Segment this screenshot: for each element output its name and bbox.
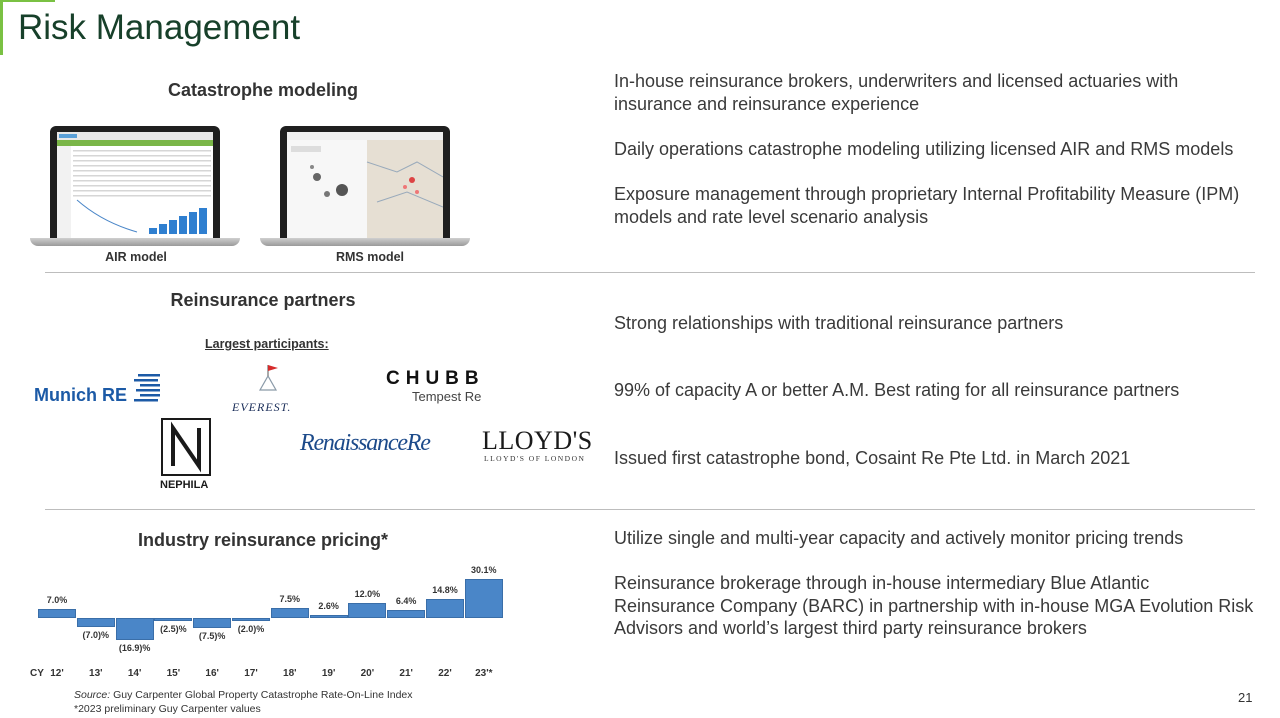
chart-axis-prefix: CY (30, 668, 44, 679)
page-number: 21 (1238, 690, 1253, 705)
chart-data-label: 14.8% (432, 585, 458, 596)
nephila-wordmark: NEPHILA (160, 479, 209, 491)
chart-data-label: 2.6% (318, 600, 339, 611)
cat-bullet-3: Exposure management through proprietary Internal Profitability Measure (IPM) models and rate level scenario analysis (614, 184, 1240, 227)
cat-bullet-1: In-house reinsurance brokers, underwriters and licensed actuaries with insurance and reinsurance experience (614, 71, 1179, 114)
pricing-bullet-1: Utilize single and multi-year capacity and actively monitor pricing trends (614, 528, 1184, 548)
pricing-heading: Industry reinsurance pricing* (137, 530, 389, 550)
air-model-caption: AIR model (105, 250, 167, 264)
chart-bar (232, 618, 270, 621)
chubb-tempest-re: Tempest Re (412, 389, 482, 404)
everest-wordmark: EVEREST. (232, 400, 292, 414)
chart-data-label: (2.0)% (237, 623, 265, 634)
section-divider-2 (45, 509, 1255, 510)
lloyds-logo (482, 426, 594, 466)
lloyds-of-london: LLOYD'S OF LONDON (484, 454, 586, 463)
chart-bar (154, 618, 192, 621)
chart-category-label: 17' (244, 668, 258, 679)
chart-category-label: 14' (127, 668, 142, 679)
title-accent-bar (0, 0, 3, 55)
chart-bar (38, 609, 76, 618)
renaissancere-wordmark: RenaissanceRe (300, 430, 430, 456)
partners-bullet-3: Issued first catastrophe bond, Cosaint Re Pte Ltd. in March 2021 (614, 448, 1131, 468)
chart-footnote: *2023 preliminary Guy Carpenter values (74, 703, 261, 715)
chubb-logo (386, 368, 521, 408)
chubb-wordmark: CHUBB (386, 368, 485, 389)
chart-bar (310, 615, 348, 618)
chart-data-label: 12.0% (354, 588, 381, 599)
title-accent-top (0, 0, 55, 2)
rms-model-caption: RMS model (335, 250, 405, 264)
chart-data-label: (16.9)% (118, 642, 151, 653)
chart-category-label: 21' (399, 668, 413, 679)
rms-laptop-base (260, 238, 470, 246)
chart-source (74, 689, 554, 702)
chart-category-label: 18' (283, 668, 297, 679)
air-model-laptop (30, 126, 240, 246)
air-laptop-screen (50, 126, 220, 238)
rms-model-laptop (260, 126, 470, 246)
chart-category-label: 20' (360, 668, 375, 679)
air-screen-content (57, 132, 213, 238)
munich-re-emblem-icon (134, 372, 162, 406)
partners-bullet-1: Strong relationships with traditional reinsurance partners (614, 313, 1064, 333)
chart-data-label: (2.5)% (160, 624, 187, 635)
chart-category-label: 19' (321, 668, 336, 679)
chart-bar (77, 618, 115, 627)
source-prefix: Source: (74, 689, 111, 701)
chart-data-label: (7.0)% (82, 629, 110, 640)
source-text: Guy Carpenter Global Property Catastrophe Rate-On-Line Index (110, 689, 413, 701)
pricing-chart (0, 550, 560, 685)
chart-bar (465, 579, 503, 618)
lloyds-wordmark: LLOYD'S (482, 426, 593, 455)
munich-re-wordmark: Munich RE (34, 385, 127, 405)
section-divider-1 (45, 272, 1255, 273)
everest-mountain-flag-icon (254, 362, 284, 392)
chart-category-label: 23'* (475, 668, 493, 679)
cat-modeling-heading: Catastrophe modeling (167, 80, 359, 100)
rms-laptop-screen (280, 126, 450, 238)
chart-data-label: (7.5)% (198, 630, 226, 641)
chart-category-label: 16' (205, 668, 219, 679)
chart-data-label: 7.0% (46, 595, 68, 606)
rms-screen-content (287, 132, 443, 238)
munich-re-logo (34, 372, 164, 412)
chart-category-label: 12' (50, 668, 64, 679)
page-title: Risk Management (18, 8, 301, 47)
air-model-screenshot (57, 132, 213, 238)
chart-data-label: 30.1% (471, 565, 497, 576)
everest-logo (230, 362, 314, 418)
chart-category-label: 15' (166, 668, 181, 679)
chart-data-label: 6.4% (395, 595, 417, 606)
rms-model-screenshot (287, 132, 443, 238)
cat-bullet-2: Daily operations catastrophe modeling utilizing licensed AIR and RMS models (614, 139, 1234, 159)
chart-category-label: 13' (89, 668, 103, 679)
partners-heading: Reinsurance partners (170, 290, 356, 310)
pricing-bullet-2: Reinsurance brokerage through in-house intermediary Blue Atlantic Reinsurance Company (BARC) in partnership with in-house MGA Evolution Risk Advisors and world’s largest third party reinsurance brokers (614, 573, 1254, 638)
chart-bar (387, 610, 425, 618)
chart-bar (426, 599, 464, 618)
nephila-logo (158, 418, 214, 494)
chart-data-label: 7.5% (279, 594, 301, 605)
air-laptop-base (30, 238, 240, 246)
renaissancere-logo (300, 428, 440, 468)
chart-category-label: 22' (438, 668, 452, 679)
largest-participants-label: Largest participants: (205, 337, 329, 351)
nephila-n-mark-icon (161, 418, 211, 476)
partners-bullet-2: 99% of capacity A or better A.M. Best rating for all reinsurance partners (614, 380, 1180, 400)
